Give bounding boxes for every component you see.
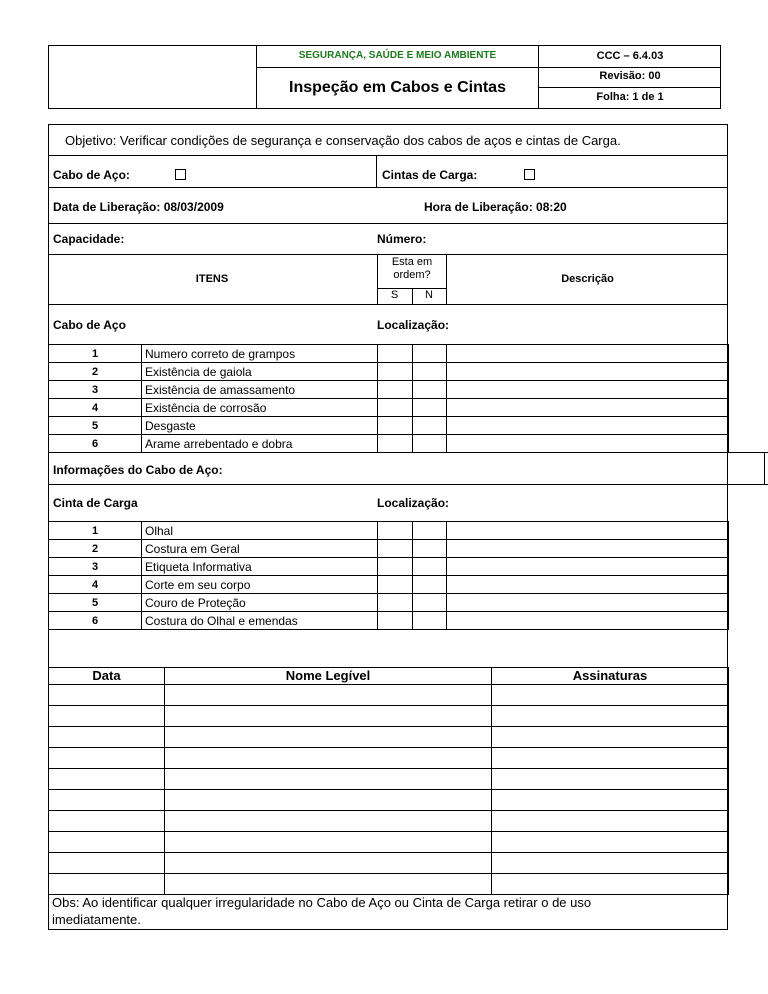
header-hline-mid [256, 67, 539, 68]
date-cell[interactable] [49, 727, 165, 748]
release-time: Hora de Liberação: 08:20 [424, 200, 567, 214]
cabo-checklist [48, 344, 729, 453]
name-cell[interactable] [165, 874, 492, 895]
items-header: ITENS [195, 273, 229, 285]
name-cell[interactable] [165, 832, 492, 853]
item-label: Costura do Olhal e emendas [142, 612, 378, 630]
no-cell[interactable] [413, 363, 447, 381]
cintas-label: Cintas de Carga: [382, 168, 478, 182]
description-cell[interactable] [447, 576, 729, 594]
date-cell[interactable] [49, 853, 165, 874]
name-cell[interactable] [165, 685, 492, 706]
yes-header: S [390, 289, 399, 301]
signature-row [49, 811, 729, 832]
item-number: 6 [49, 435, 142, 453]
table-row [49, 363, 729, 381]
yes-cell[interactable] [378, 399, 413, 417]
date-cell[interactable] [49, 706, 165, 727]
item-number: 4 [49, 399, 142, 417]
item-label: Corte em seu corpo [142, 576, 378, 594]
item-label: Couro de Proteção [142, 594, 378, 612]
no-cell[interactable] [413, 435, 447, 453]
signature-row [49, 706, 729, 727]
row-line [48, 223, 728, 224]
cabo-location-label: Localização: [377, 318, 450, 332]
info-box-bottom [727, 484, 768, 485]
description-cell[interactable] [447, 363, 729, 381]
info-box-top [727, 452, 768, 453]
yes-cell[interactable] [378, 435, 413, 453]
yes-cell[interactable] [378, 558, 413, 576]
cinta-section-title: Cinta de Carga [53, 496, 138, 510]
date-cell[interactable] [49, 685, 165, 706]
description-cell[interactable] [447, 540, 729, 558]
cabo-label: Cabo de Aço: [53, 168, 130, 182]
department-label: SEGURANÇA, SAÚDE E MEIO AMBIENTE [298, 50, 497, 61]
yes-cell[interactable] [378, 363, 413, 381]
cabo-checkbox[interactable] [175, 169, 186, 180]
table-row [49, 522, 729, 540]
item-number: 1 [49, 345, 142, 363]
description-header: Descrição [561, 273, 614, 285]
revision: Revisão: 00 [599, 70, 661, 82]
cinta-checklist [48, 521, 729, 630]
row-line [48, 254, 728, 255]
no-cell[interactable] [413, 594, 447, 612]
date-cell[interactable] [49, 769, 165, 790]
yes-cell[interactable] [378, 417, 413, 435]
table-row [49, 381, 729, 399]
table-row [49, 612, 729, 630]
page-title: Inspeção em Cabos e Cintas [289, 79, 506, 96]
in-order-header-2: ordem? [393, 269, 431, 281]
sign-cell[interactable] [492, 706, 729, 727]
no-cell[interactable] [413, 345, 447, 363]
cintas-checkbox[interactable] [524, 169, 535, 180]
item-label: Desgaste [142, 417, 378, 435]
signature-row [49, 853, 729, 874]
item-label: Existência de gaiola [142, 363, 378, 381]
yes-cell[interactable] [378, 540, 413, 558]
sheet-number: Folha: 1 de 1 [596, 91, 664, 103]
signature-row [49, 727, 729, 748]
description-cell[interactable] [447, 522, 729, 540]
no-header: N [425, 289, 433, 301]
yes-cell[interactable] [378, 594, 413, 612]
cinta-location-label: Localização: [377, 496, 450, 510]
header-hline-right-2 [538, 87, 721, 88]
row-line [48, 484, 728, 485]
name-cell[interactable] [165, 769, 492, 790]
no-cell[interactable] [413, 399, 447, 417]
signature-row [49, 685, 729, 706]
name-cell[interactable] [165, 790, 492, 811]
description-cell[interactable] [447, 417, 729, 435]
date-header: Data [49, 668, 165, 685]
table-row [49, 576, 729, 594]
sign-cell[interactable] [492, 748, 729, 769]
signature-row [49, 748, 729, 769]
release-date: Data de Liberação: 08/03/2009 [53, 200, 224, 214]
item-number: 5 [49, 594, 142, 612]
date-cell[interactable] [49, 874, 165, 895]
sign-cell[interactable] [492, 874, 729, 895]
item-number: 6 [49, 612, 142, 630]
no-cell[interactable] [413, 417, 447, 435]
table-row [49, 540, 729, 558]
description-cell[interactable] [447, 435, 729, 453]
date-cell[interactable] [49, 790, 165, 811]
name-header: Nome Legível [165, 668, 492, 685]
date-cell[interactable] [49, 811, 165, 832]
item-label: Costura em Geral [142, 540, 378, 558]
item-label: Arame arrebentado e dobra [142, 435, 378, 453]
sign-cell[interactable] [492, 853, 729, 874]
row-line [48, 155, 728, 156]
no-cell[interactable] [413, 576, 447, 594]
no-cell[interactable] [413, 381, 447, 399]
number-label: Número: [377, 232, 427, 246]
sign-cell[interactable] [492, 769, 729, 790]
no-cell[interactable] [413, 540, 447, 558]
doc-code: CCC – 6.4.03 [596, 50, 664, 62]
col-divider [376, 155, 377, 187]
name-cell[interactable] [165, 727, 492, 748]
date-cell[interactable] [49, 832, 165, 853]
obs-note-line1: Obs: Ao identificar qualquer irregularidade no Cabo de Aço ou Cinta de Carga retirar o de uso [52, 895, 592, 910]
item-number: 3 [49, 558, 142, 576]
signature-row [49, 832, 729, 853]
item-number: 2 [49, 363, 142, 381]
objective-text: Objetivo: Verificar condições de segurança e conservação dos cabos de aços e cintas de Carga. [65, 133, 621, 148]
description-cell[interactable] [447, 558, 729, 576]
table-row [49, 435, 729, 453]
item-number: 2 [49, 540, 142, 558]
cabo-info-label: Informações do Cabo de Aço: [53, 463, 223, 477]
signature-row [49, 790, 729, 811]
name-cell[interactable] [165, 748, 492, 769]
sign-cell[interactable] [492, 832, 729, 853]
cabo-section-title: Cabo de Aço [53, 318, 126, 332]
item-number: 4 [49, 576, 142, 594]
name-cell[interactable] [165, 811, 492, 832]
item-number: 3 [49, 381, 142, 399]
signature-header-row [49, 668, 729, 685]
item-label: Numero correto de grampos [142, 345, 378, 363]
sign-cell[interactable] [492, 811, 729, 832]
row-line [48, 304, 728, 305]
signature-table [48, 667, 729, 895]
item-label: Existência de amassamento [142, 381, 378, 399]
description-cell[interactable] [447, 345, 729, 363]
yes-cell[interactable] [378, 381, 413, 399]
sign-header: Assinaturas [492, 668, 729, 685]
yes-cell[interactable] [378, 612, 413, 630]
no-cell[interactable] [413, 558, 447, 576]
no-cell[interactable] [413, 522, 447, 540]
info-box-right [764, 452, 765, 484]
item-number: 1 [49, 522, 142, 540]
table-row [49, 417, 729, 435]
capacity-label: Capacidade: [53, 232, 125, 246]
description-cell[interactable] [447, 594, 729, 612]
signature-row [49, 769, 729, 790]
sign-cell[interactable] [492, 790, 729, 811]
table-row [49, 399, 729, 417]
yes-cell[interactable] [378, 576, 413, 594]
description-cell[interactable] [447, 612, 729, 630]
table-row [49, 594, 729, 612]
table-row [49, 558, 729, 576]
table-row [49, 345, 729, 363]
item-label: Existência de corrosão [142, 399, 378, 417]
sign-cell[interactable] [492, 685, 729, 706]
signature-row [49, 874, 729, 895]
row-line [48, 187, 728, 188]
name-cell[interactable] [165, 853, 492, 874]
description-cell[interactable] [447, 381, 729, 399]
description-cell[interactable] [447, 399, 729, 417]
yes-cell[interactable] [378, 345, 413, 363]
name-cell[interactable] [165, 706, 492, 727]
yes-cell[interactable] [378, 522, 413, 540]
item-number: 5 [49, 417, 142, 435]
sign-cell[interactable] [492, 727, 729, 748]
item-label: Etiqueta Informativa [142, 558, 378, 576]
no-cell[interactable] [413, 612, 447, 630]
item-label: Olhal [142, 522, 378, 540]
in-order-header: Esta em [391, 256, 433, 268]
info-box-line [727, 452, 728, 484]
date-cell[interactable] [49, 748, 165, 769]
obs-note-line2: imediatamente. [52, 912, 141, 927]
header-hline-right-1 [538, 67, 721, 68]
